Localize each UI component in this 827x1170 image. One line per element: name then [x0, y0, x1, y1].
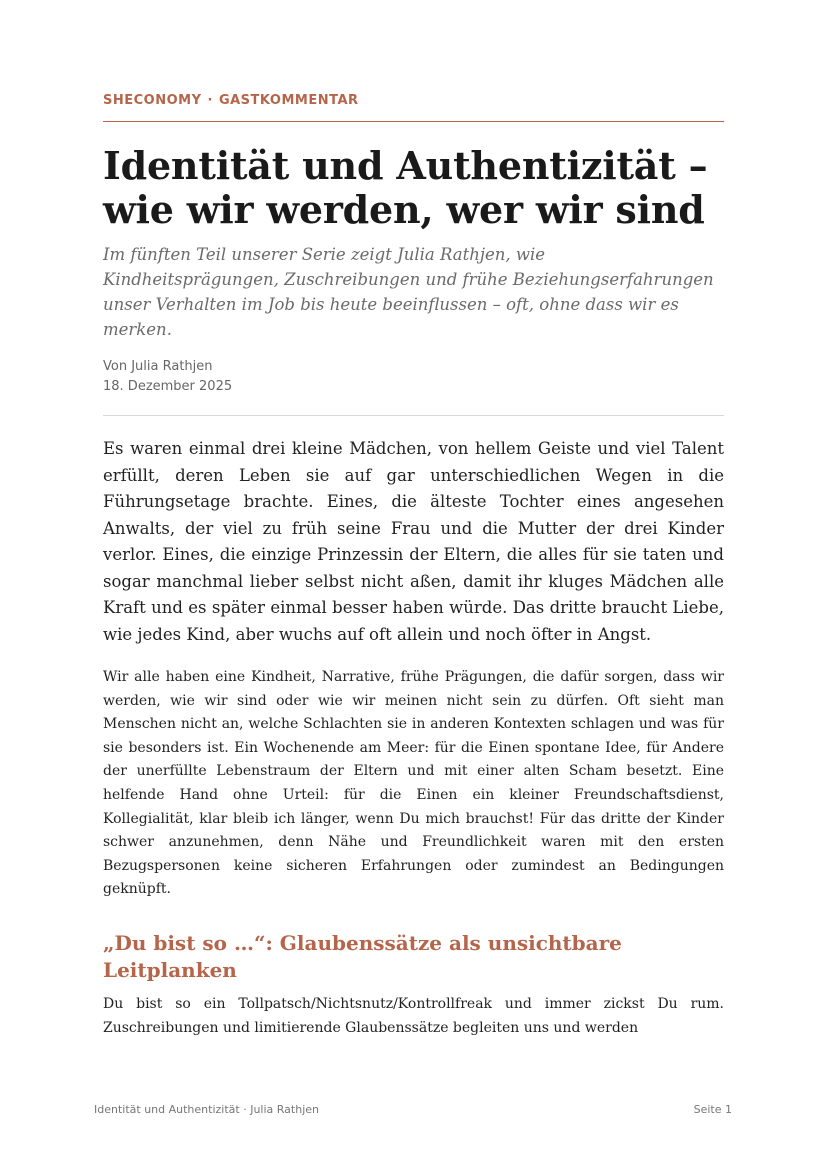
- article-byline: Von Julia Rathjen: [103, 359, 213, 374]
- article-page: [103, 93, 724, 1040]
- body-paragraph: Du bist so ein Tollpatsch/Nichtsnutz/Kontrollfreak und immer zickst Du rum. Zuschreibungen und limitierende Glaubenssätze begleiten uns und werden: [103, 995, 724, 1036]
- article-dek: Im fünften Teil unserer Serie zeigt Julia Rathjen, wie Kindheitsprägungen, Zuschreibungen und frühe Beziehungserfahrungen unser Verhalten im Job bis heute beeinflussen – oft, ohne dass wir es merken.: [103, 245, 714, 339]
- page-footer: [94, 1103, 732, 1116]
- lead-paragraph: Es waren einmal drei kleine Mädchen, von hellem Geiste und viel Talent erfüllt, deren Leben sie auf gar unterschiedlichen Wegen in die Führungsetage brachte. Eines, die älteste Tochter eines angesehen Anwalts, der viel zu früh seine Frau und die Mutter der drei Kinder verlor. Eines, die einzige Prinzessin der Eltern, die alles für sie taten und sogar manchmal lieber selbst nicht aßen, damit ihr kluges Mädchen alle Kraft und es später einmal besser haben würde. Das dritte braucht Liebe, wie jedes Kind, aber wuchs auf oft allein und noch öfter in Angst.: [103, 439, 724, 644]
- header-divider: [103, 415, 724, 416]
- body-paragraph: Wir alle haben eine Kindheit, Narrative, frühe Prägungen, die dafür sorgen, dass wir werden, wie wir sind oder wie wir meinen nicht sein zu dürfen. Oft sieht man Menschen nicht an, welche Schlachten sie in anderen Kontexten schlagen und was für sie besonders ist. Ein Wochenende am Meer: für die Einen spontane Idee, für Andere der unerfüllte Lebenstraum der Eltern und mit einer alten Scham besetzt. Eine helfende Hand ohne Urteil: für die Einen ein kleiner Freundschaftsdienst, Kollegialität, klar bleib ich länger, wenn Du mich brauchst! Für das dritte der Kinder schwer anzunehmen, denn Nähe und Freundlichkeit waren mit den ersten Bezugspersonen keine sicheren Erfahrungen oder zumindest an Bedingungen geknüpft.: [103, 669, 724, 898]
- section-label[interactable]: SHECONOMY: [103, 93, 202, 108]
- page-number: Seite 1: [693, 1103, 732, 1116]
- kicker-separator: ·: [207, 93, 213, 108]
- category-label[interactable]: GASTKOMMENTAR: [218, 93, 359, 108]
- section-kicker: [103, 93, 724, 122]
- article-headline: Identität und Authentizität – wie wir werden, wer wir sind: [103, 143, 708, 232]
- footer-running-title: Identität und Authentizität · Julia Rathjen: [94, 1103, 319, 1116]
- section-subheading: „Du bist so …“: Glaubenssätze als unsichtbare Leitplanken: [103, 930, 622, 982]
- article-date: 18. Dezember 2025: [103, 379, 233, 394]
